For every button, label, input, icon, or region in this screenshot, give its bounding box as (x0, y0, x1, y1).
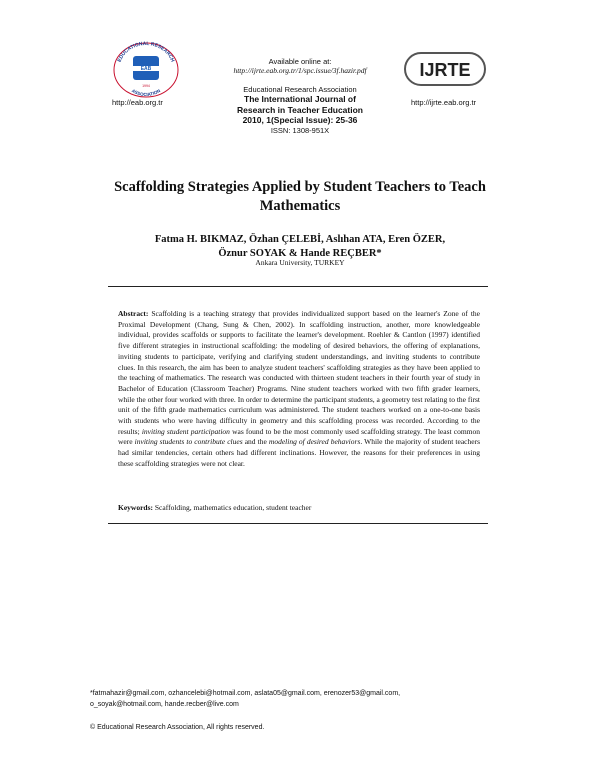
abstract-label: Abstract: (118, 309, 149, 318)
paper-title (90, 178, 510, 215)
journal-header (190, 57, 410, 135)
ijrte-logo-text: IJRTE (419, 60, 471, 80)
authors-line1: Fatma H. BIKMAZ, Özhan ÇELEBİ, Aslıhan ATA, Eren ÖZER, (154, 234, 446, 245)
abstract-text-3: and the (242, 437, 269, 447)
paper-title-line2: Mathematics (259, 197, 341, 214)
emails-line1: *fatmahazir@gmail.com, ozhancelebi@hotmail.com, aslata05@gmail.com, erenozer53@gmail.com, (90, 690, 401, 697)
divider-top (108, 286, 488, 287)
abstract-emphasis-3: modeling of desired behaviors (268, 437, 361, 447)
journal-title-1: The International Journal of (244, 94, 356, 105)
paper-title-line1: Scaffolding Strategies Applied by Student Teachers to Teach (114, 179, 486, 195)
available-online-label: Available online at: (268, 57, 332, 66)
keywords (118, 503, 480, 512)
eab-logo-arc-top: EDUCATIONAL RESEARCH (116, 40, 176, 64)
eab-logo-mark: EAB (140, 66, 152, 73)
journal-issue: 2010, 1(Special Issue): 25-36 (242, 115, 358, 126)
keywords-label: Keywords: (118, 503, 153, 512)
copyright: © Educational Research Association, All rights reserved. (90, 724, 265, 731)
abstract-text-2: was found to be the most commonly used scaffolding strategy. The least common were (118, 426, 481, 447)
eab-logo (109, 40, 183, 98)
journal-title-2: Research in Teacher Education (237, 104, 363, 115)
eab-logo-arc-bottom: ASSOCIATION (130, 88, 162, 98)
abstract-text-1: Scaffolding is a teaching strategy that provides individualized support based on the learner's Zone of the Proximal Development (Chang, Sung & Chen, 2002). In scaffolding instruction, another, more knowledgeable individual, provides scaffolds or supports to facilitate the learner's development. Roehler & Cantlon (1997) identified five different strategies in instructional scaffolding: the modeling of desired behaviors, the offering of explanations, inviting students to participate, verifying and clarifying student understandings, and inviting students to contribute clues. In this research, the aim has been to analyze student teachers' scaffolding strategies as they have been applied to the teaching of mathematics. The research was conducted with thirteen student teachers in their fourth year of study in Bachelor of Education (Classroom Teacher) Programs. Nine student teachers worked with two fifth grader learners, while the other four worked with three. In order to determine the participant students, a geometry test relating to the first unit of the fifth grade mathematics curriculum was administered. The student teachers worked on a one-to-one basis with students who were having difficulty in geometry and this scaffolding process was recorded. According to the results; (118, 309, 480, 436)
abstract-text-4: . While the majority of student teachers had similar tendencies, certain others had different inclinations. However, the reasons for their preferences in using these scaffolding strategies were not clear. (118, 437, 480, 468)
eab-url[interactable]: http://eab.org.tr (112, 98, 163, 107)
emails-line2: o_soyak@hotmail.com, hande.recber@live.com (90, 700, 239, 708)
association-name: Educational Research Association (243, 84, 357, 94)
authors-line2: Öznur SOYAK & Hande REÇBER* (218, 248, 382, 260)
keywords-text: Scaffolding, mathematics education, student teacher (153, 503, 312, 512)
ijrte-logo (404, 52, 486, 86)
affiliation: Ankara University, TURKEY (255, 258, 345, 267)
abstract (118, 309, 480, 470)
issn: ISSN: 1308-951X (270, 126, 330, 135)
divider-bottom (108, 523, 488, 524)
ijrte-url[interactable]: http://ijrte.eab.org.tr (411, 98, 477, 107)
author-emails (90, 689, 510, 710)
abstract-emphasis-1: inviting student participation (141, 426, 230, 436)
issue-url[interactable]: http://ijrte.eab.org.tr/1/spc.issue/3f.hazir.pdf (233, 66, 367, 76)
abstract-emphasis-2: inviting students to contribute clues (134, 437, 243, 447)
eab-logo-year: 1994 (142, 84, 150, 88)
